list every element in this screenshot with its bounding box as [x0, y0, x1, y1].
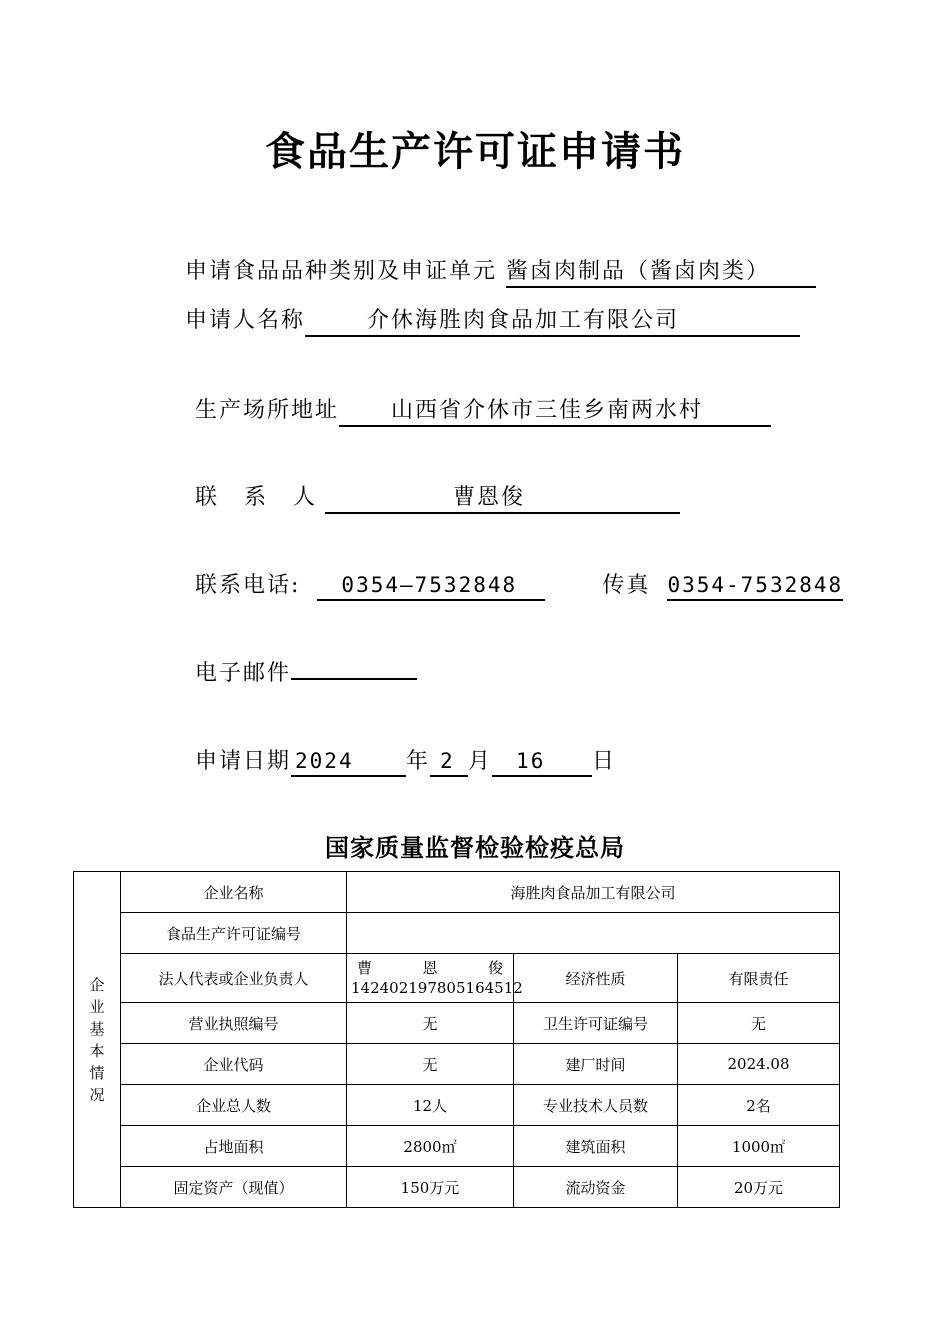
category-label: 申请食品品种类别及申证单元 [185, 259, 498, 284]
working-capital-value: 20万元 [678, 1167, 840, 1208]
license-no-label: 食品生产许可证编号 [121, 913, 347, 954]
company-name-value: 海胜肉食品加工有限公司 [347, 872, 840, 913]
fax-value: 0354-7532848 [667, 571, 843, 601]
legal-rep-name: 曹 恩 俊 [357, 959, 503, 977]
category-value: 酱卤肉制品（酱卤肉类） [506, 258, 816, 288]
tech-staff-value: 2名 [678, 1085, 840, 1126]
address-value: 山西省介休市三佳乡南两水村 [339, 397, 771, 427]
category-row [185, 254, 816, 288]
working-capital-label: 流动资金 [514, 1167, 678, 1208]
phone-value: 0354—7532848 [317, 571, 545, 601]
table-row [74, 913, 840, 954]
org-code-value: 无 [347, 1044, 514, 1085]
legal-rep-value [347, 954, 523, 1003]
company-name-label: 企业名称 [121, 872, 347, 913]
fax-label: 传真 [602, 573, 651, 598]
address-label: 生产场所地址 [195, 398, 340, 423]
building-area-value: 1000㎡ [678, 1126, 840, 1167]
phone-label: 联系电话: [195, 573, 301, 598]
table-row [74, 1126, 840, 1167]
staff-value: 12人 [347, 1085, 514, 1126]
date-year: 2024 [291, 747, 406, 777]
date-label: 申请日期 [195, 749, 292, 774]
applicant-label: 申请人名称 [185, 308, 306, 333]
email-value [291, 678, 417, 680]
email-row [195, 656, 417, 687]
table-row [74, 1085, 840, 1126]
email-label: 电子邮件 [195, 661, 292, 686]
legal-rep-label: 法人代表或企业负责人 [121, 954, 347, 1003]
license-no-value [347, 913, 840, 954]
tech-staff-label: 专业技术人员数 [514, 1085, 678, 1126]
address-row [195, 393, 771, 427]
biz-license-label: 营业执照编号 [121, 1003, 347, 1044]
document-title: 食品生产许可证申请书 [265, 128, 685, 175]
table-row [74, 1167, 840, 1208]
phone-row [195, 568, 843, 601]
health-license-label: 卫生许可证编号 [514, 1003, 678, 1044]
date-month: 2 [430, 747, 468, 777]
founded-label: 建厂时间 [514, 1044, 678, 1085]
date-row [195, 744, 616, 777]
side-label: 企 业 基 本 情 况 [74, 872, 121, 1208]
year-char: 年 [406, 749, 431, 774]
applicant-row [185, 303, 800, 337]
contact-value: 曹恩俊 [325, 484, 680, 514]
founded-value: 2024.08 [678, 1044, 840, 1085]
staff-label: 企业总人数 [121, 1085, 347, 1126]
authority-name: 国家质量监督检验检疫总局 [325, 833, 625, 862]
legal-rep-id: 142402197805164512 [351, 979, 523, 997]
day-char: 日 [592, 749, 617, 774]
econ-value: 有限责任 [678, 954, 840, 1003]
land-area-value: 2800㎡ [347, 1126, 514, 1167]
table-row [74, 1044, 840, 1085]
building-area-label: 建筑面积 [514, 1126, 678, 1167]
month-char: 月 [468, 749, 493, 774]
biz-license-value: 无 [347, 1003, 514, 1044]
health-license-value: 无 [678, 1003, 840, 1044]
date-day: 16 [492, 747, 592, 777]
fixed-assets-value: 150万元 [347, 1167, 514, 1208]
enterprise-info-table [73, 871, 840, 1208]
contact-label: 联 系 人 [195, 485, 325, 510]
land-area-label: 占地面积 [121, 1126, 347, 1167]
table-row [74, 1003, 840, 1044]
table-row [74, 872, 840, 913]
econ-label: 经济性质 [514, 954, 678, 1003]
table-row [74, 954, 840, 1003]
contact-row [195, 480, 680, 514]
fixed-assets-label: 固定资产（现值） [121, 1167, 347, 1208]
org-code-label: 企业代码 [121, 1044, 347, 1085]
applicant-value: 介休海胜肉食品加工有限公司 [305, 307, 800, 337]
